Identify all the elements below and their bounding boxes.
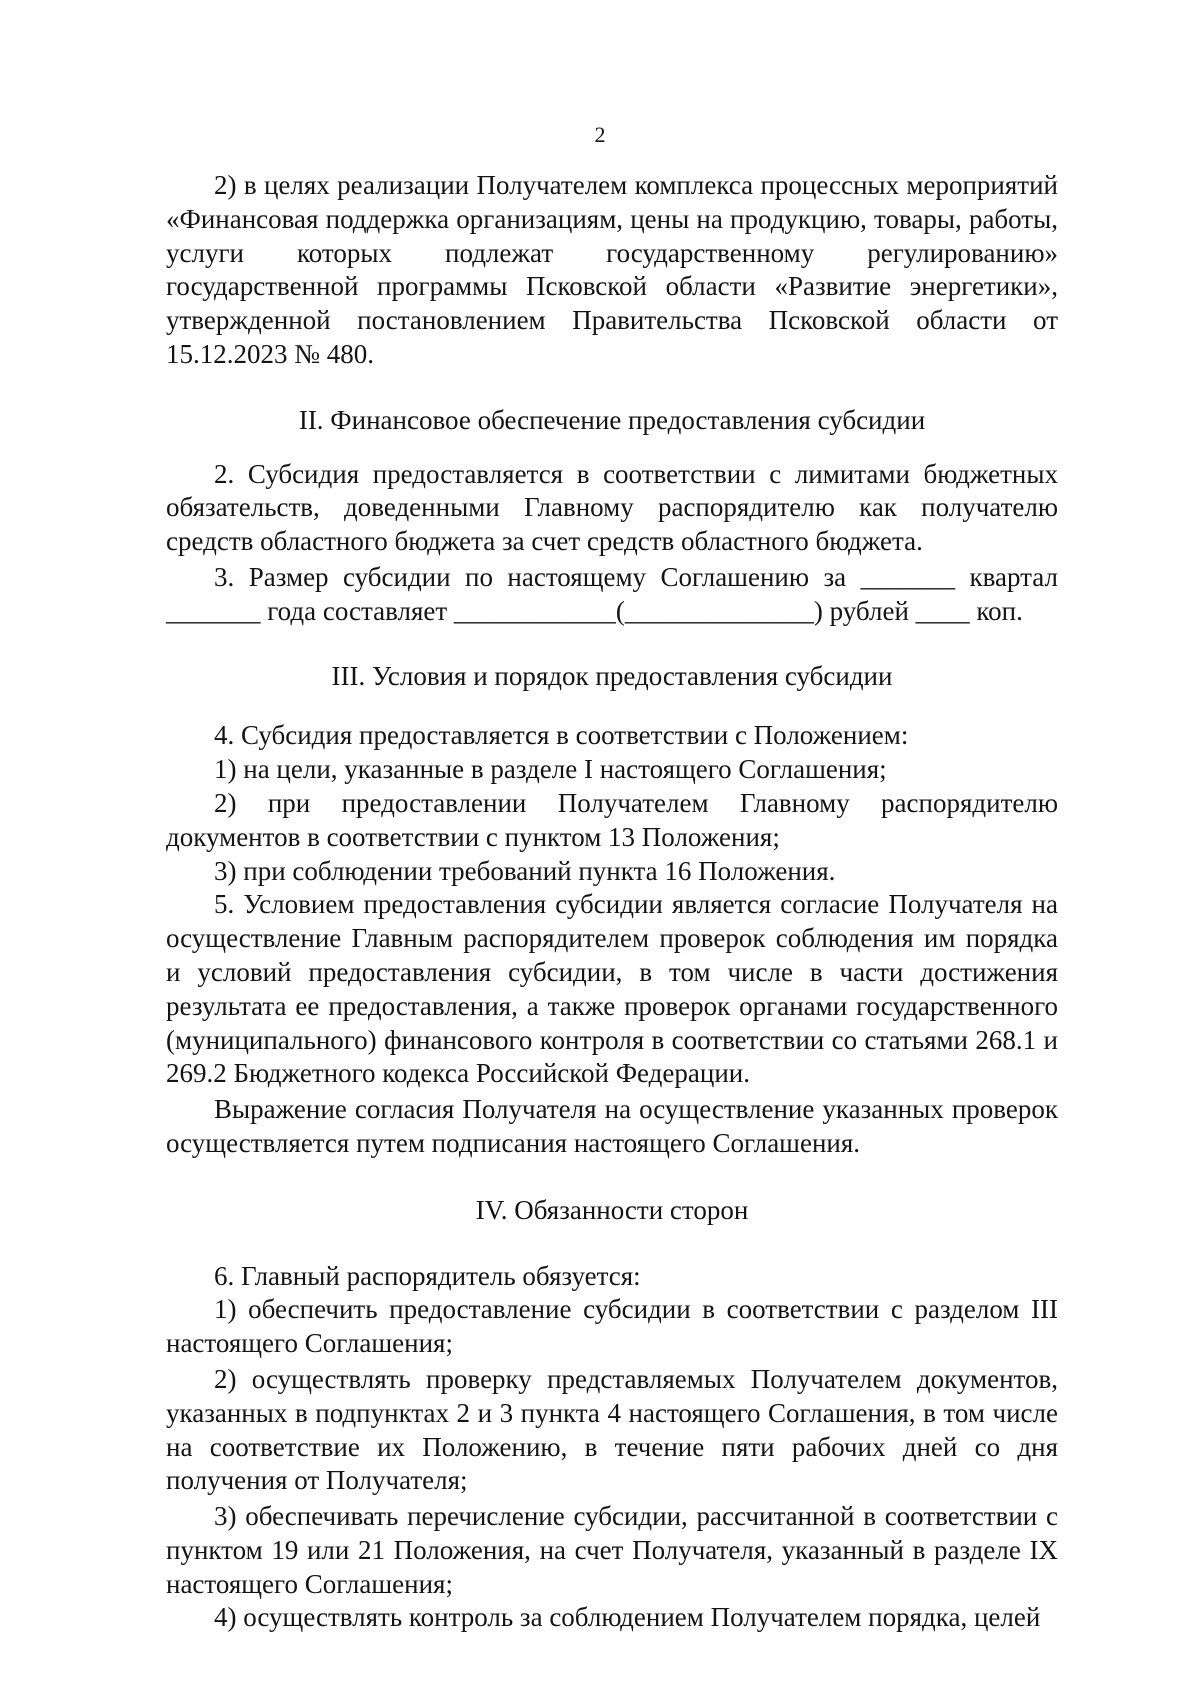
paragraph-2-limits: 2. Субсидия предоставляется в соответствии с лимитами бюджетных обязательств, доведенными Главному распорядителю как получателю средств областного бюджета за счет средств областного бюджета. [166,458,1058,557]
paragraph-6-item-2: 2) осуществлять проверку представляемых Получателем документов, указанных в подпунктах 2 и 3 пункта 4 настоящего Соглашения, в том числе на соответствие их Положению, в течение пяти рабочих дней со дня получения от Получателя; [166,1363,1058,1496]
paragraph-purpose-item-2: 2) в целях реализации Получателем комплекса процессных мероприятий «Финансовая поддержка организациям, цены на продукцию, товары, работы, услуги которых подлежат государственному регулированию» государственной программы Псковской области «Развитие энергетики», утвержденной постановлением Правительства Псковской области от 15.12.2023 № 480. [166,170,1058,369]
paragraph-6-intro: 6. Главный распорядитель обязуется: [214,1260,641,1291]
paragraph-4-item-1: 1) на цели, указанные в разделе I настоящего Соглашения; [214,754,887,785]
paragraph-4-item-2: 2) при предоставлении Получателем Главному распорядителю документов в соответствии с пунктом 13 Положения; [166,787,1058,852]
section-heading-conditions: III. Условия и порядок предоставления субсидии [331,660,893,691]
paragraph-3-amount: 3. Размер субсидии по настоящему Соглашению за _______ квартал _______ года составляет ____________(______________) рублей ____ коп. [166,561,1058,626]
paragraph-6-item-1: 1) обеспечить предоставление субсидии в соответствии с разделом III настоящего Соглашения; [166,1294,1058,1359]
section-heading-obligations: IV. Обязанности сторон [475,1194,749,1225]
paragraph-5-consent-condition: 5. Условием предоставления субсидии является согласие Получателя на осуществление Главным распорядителем проверок соблюдения им порядка и условий предоставления субсидии, в том числе в части достижения результата ее предоставления, а также проверок органами государственного (муниципального) финансового контроля в соответствии со статьями 268.1 и 269.2 Бюджетного кодекса Российской Федерации. [166,889,1058,1089]
section-heading-financing: II. Финансовое обеспечение предоставления субсидии [298,404,926,435]
paragraph-6-item-4: 4) осуществлять контроль за соблюдением Получателем порядка, целей [214,1602,1041,1633]
document-body [166,169,1058,1635]
paragraph-4-intro: 4. Субсидия предоставляется в соответствии с Положением: [214,720,909,751]
page-number: 2 [594,122,606,147]
paragraph-6-item-3: 3) обеспечивать перечисление субсидии, рассчитанной в соответствии с пунктом 19 или 21 Положения, на счет Получателя, указанный в разделе IX настоящего Соглашения; [166,1501,1058,1599]
paragraph-4-item-3: 3) при соблюдении требований пункта 16 Положения. [214,855,836,886]
paragraph-5-consent-expression: Выражение согласия Получателя на осуществление указанных проверок осуществляется путем подписания настоящего Соглашения. [166,1094,1058,1158]
